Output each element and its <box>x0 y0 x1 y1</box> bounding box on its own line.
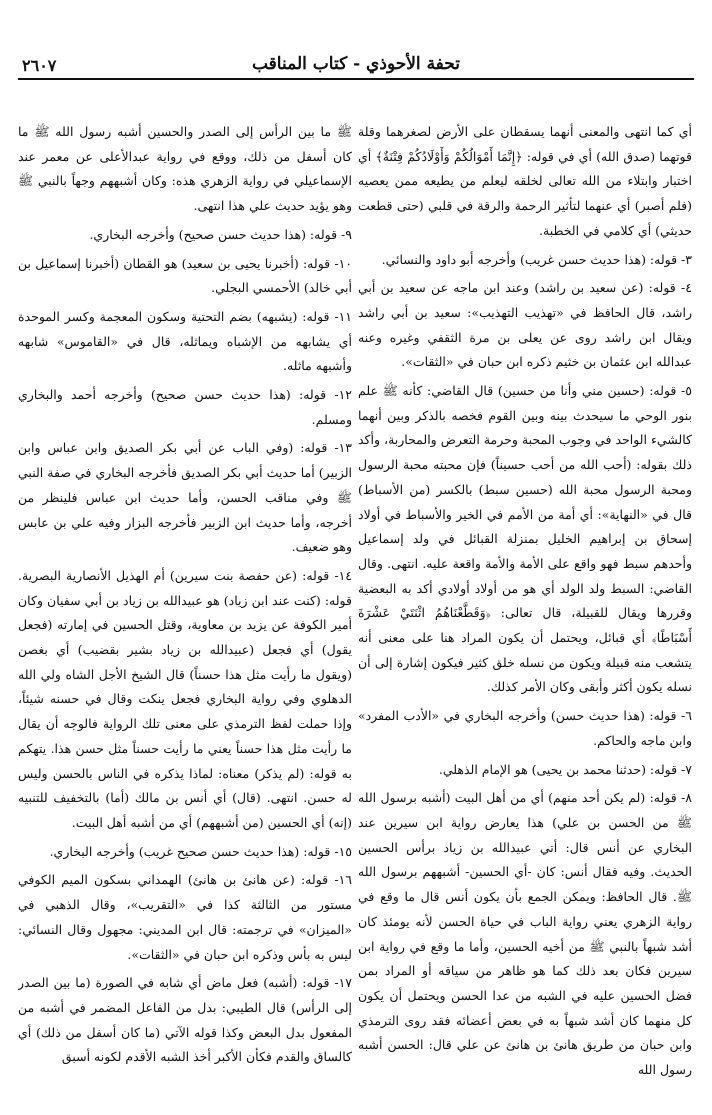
page-header <box>18 50 694 80</box>
paragraph: أي كما انتهى والمعنى أنهما يسقطان على الأرض لصغرهما وقلة قوتهما (صدق الله) أي في قوله: ﴿إِنَّمَا أَمْوَالُكُمْ وَأَوْلَادُكُمْ فِتْنَةٌ﴾ أي اختبار وابتلاء من الله تعالى لخلقه ليعلم من يطيعه ممن يعصيه (فلم أصبر) أي عنهما لتأثير الرحمة والرقة في قلبي (حتى قطعت حديثي) أي كلامي في الخطبة. <box>358 124 692 238</box>
paragraph: ٤- قوله: (عن سعيد بن راشد) وعند ابن ماجه عن سعيد بن أبي راشد، قال الحافظ في «تهذيب التهذيب»: سعيد بن أبي راشد ويقال ابن راشد روى عن يعلى بن مرة الثقفي وغيره وعنه عبدالله ابن عثمان بن خثيم ذكره ابن حبان في «الثقات». <box>358 280 692 370</box>
paragraph: ٣- قوله: (هذا حديث حسن غريب) وأخرجه أبو داود والنسائي. <box>381 251 692 267</box>
paragraph: ﷺ ما بين الرأس إلى الصدر والحسين أشبه رسول الله ﷺ ما كان أسفل من ذلك، ووقع في رواية عبدالأعلى عن معمر عند الإسماعيلي في رواية الزهري هذه: وكان أشبههم وجهاً بالنبي ﷺ وهو يؤيد حديث علي هذا انتهى. <box>18 124 352 214</box>
paragraph: ١٢- قوله: (هذا حديث حسن صحيح) وأخرجه أحمد والبخاري ومسلم. <box>18 387 352 427</box>
paragraph: ٩- قوله: (هذا حديث حسن صحيح) وأخرجه البخاري. <box>89 226 352 242</box>
paragraph: ٦- قوله: (هذا حديث حسن) وأخرجه البخاري في «الأدب المفرد» وابن ماجه والحاكم. <box>358 708 692 748</box>
paragraph: ٧- قوله: (حدثنا محمد بن يحيى) هو الإمام الذهلي. <box>438 761 692 777</box>
paragraph: ١٦- قوله: (عن هانئ بن هانئ) الهمداني بسكون الميم الكوفي مستور من الثالثة كذا في «التقريب»، وقال الذهبي في «الميزان» في ترجمته: قال ابن المديني: مجهول وقال النسائي: ليس به بأس وذكره ابن حبان في «الثقات». <box>18 872 352 962</box>
paragraph: ١١- قوله: (يشبهه) بضم التحتية وسكون المعجمة وكسر الموحدة أي يشابهه من الإشباه ويماثله، قال في «القاموس» شابهه وأشبهه ماثله. <box>18 308 352 374</box>
paragraph: ١٣- قوله: (وفي الباب عن أبي بكر الصديق وابن عباس وابن الزبير) أما حديث أبي بكر الصديق فأخرجه البخاري في صفة النبي ﷺ وفي مناقب الحسن، وأما حديث ابن عباس فلينظر من أخرجه، وأما حديث ابن الزبير فأخرجه البزار وفيه علي بن عابس وهو ضعيف. <box>18 440 352 555</box>
page-number: ٢٦٠٧ <box>22 56 57 75</box>
right-column <box>358 120 692 1095</box>
paragraph: ١٤- قوله: (عن حفصة بنت سيرين) أم الهذيل الأنصارية البصرية. قوله: (كنت عند ابن زياد) هو عبيدالله بن زياد بن أبي سفيان وكان أمير الكوفة عن يزيد بن معاوية، وقتل الحسين في إمارته (فجعل يقول) أي فجعل (عبيدالله بن زياد بشير بقضيب) أي بغصن (ويقول ما رأيت مثل هذا حسناً) قال الشيخ الأجل الشاه ولي الله الدهلوي وفي رواية البخاري فجعل ينكت وقال في حسنه شيئاً، وإذا حملت لفظ الترمذي على معنى تلك الرواية فالوجه أن يقال ما رأيت مثل هذا حسناً يعني ما رأيت حسناً مثل حسن هذا. يتهكم به قوله: (لم يذكر) معناه: لماذا يذكره في الناس بالحسن وليس له حسن. انتهى. (قال) أي أنس بن مالك (أما) بالتخفيف للتنبيه (إنه) أي الحسين (من أشبههم) أي من أشبه أهل البيت. <box>18 567 352 830</box>
paragraph: ١٧- قوله: (أشبه) فعل ماض أي شابه في الصورة (ما بين الصدر إلى الرأس) قال الطيبي: بدل من الفاعل المضمر في أشبه من المفعول بدل البعض وكذا قوله الآتي (ما كان أسفل من ذلك) أي كالساق والقدم فكأن الأكبر أخذ الشبه الأقدم لكونه أسبق <box>18 975 352 1065</box>
paragraph: ١٠- قوله: (أخبرنا يحيى بن سعيد) هو القطان (أخبرنا إسماعيل بن أبي خالد) الأحمسي البجلي. <box>18 255 352 296</box>
running-title: تحفة الأحوذي - كتاب المناقب <box>251 54 460 74</box>
paragraph: ٥- قوله: (حسين مني وأنا من حسين) قال القاضي: كأنه ﷺ علم بنور الوحي ما سيحدث بينه وبين القوم فخصه بالذكر وبين أنهما كالشيء الواحد في وجوب المحبة وحرمة التعرض والمحاربة، وأكد ذلك بقوله: (أحب الله من أحب حسيناً) فإن محبته محبة الرسول ومحبة الرسول محبة الله (حسين سبط) بالكسر (من الأسباط) قال في «النهاية»: أي أمة من الأمم في الخير والأسباط في أولاد إسحاق بن إبراهيم الخليل بمنزلة القبائل في ولد إسماعيل وأحدهم سبط فهو واقع على الأمة والأمة واقعة عليه. انتهى. وقال القاضي: السبط ولد الولد أي هو من أولاد أولادي أكد به البعضية وقررها ويقال للقبيلة، قال تعالى: ﴿وَقَطَّعْنَاهُمُ اثْنَتَيْ عَشْرَةَ أَسْبَاطًا﴾ أي قبائل، ويحتمل أن يكون المراد هنا على معنى أنه يتشعب منه قبيلة ويكون من نسله خلق كثير فيكون إشارة إلى أن نسله يكون أكثر وأبقى وكان الأمر كذلك. <box>358 383 692 695</box>
paragraph: ٨- قوله: (لم يكن أحد منهم) أي من أهل البيت (أشبه برسول الله ﷺ من الحسن بن علي) هذا يعارض رواية ابن سيرين عند البخاري عن أنس قال: أتي عبيدالله بن زياد برأس الحسين الحديث. وفيه فقال أنس: كان -أي الحسين- أشبههم برسول الله ﷺ. قال الحافظ: ويمكن الجمع بأن يكون أنس قال ما وقع في رواية الزهري يعني رواية الباب في حياة الحسن لأنه يومئذ كان أشد شبهاً بالنبي ﷺ من أخيه الحسين، وأما ما وقع في رواية ابن سيرين فكان بعد ذلك كما هو ظاهر من سياقه أو المراد بمن فضل الحسين عليه في الشبه من عدا الحسن ويحتمل أن يكون كل منهما كان أشد شبهاً به في بعض أعضائه فقد روى الترمذي وابن حبان من طريق هانئ بن هانئ عن علي قال: الحسن أشبه رسول الله <box>358 790 692 1078</box>
paragraph: ١٥- قوله: (هذا حديث حسن صحيح غريب) وأخرجه البخاري. <box>49 843 352 859</box>
left-column <box>18 120 352 1095</box>
